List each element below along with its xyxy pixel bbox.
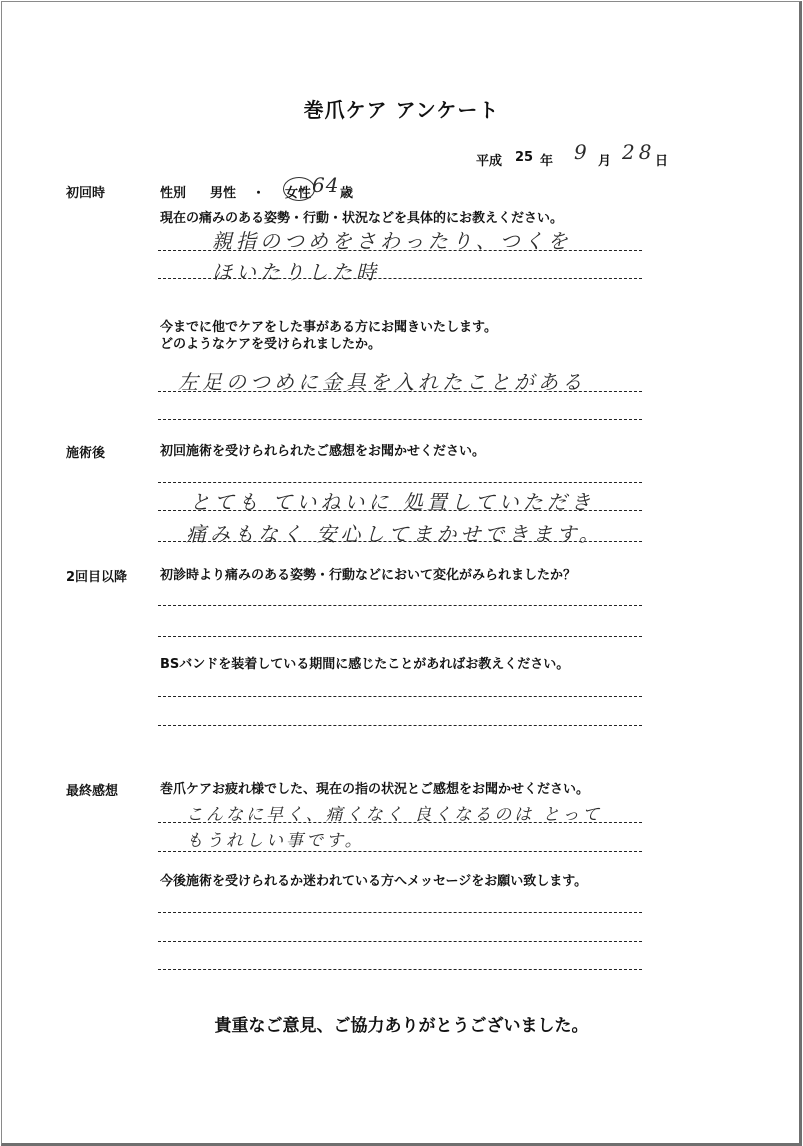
answer-line: [158, 419, 642, 420]
answer-current-pain-line-2: ほいたりした時: [212, 260, 380, 284]
gender-male: 男性: [210, 186, 237, 201]
gender-separator: ・: [252, 186, 266, 201]
section-label-initial: 初回時: [66, 186, 106, 201]
answer-final-line-2: もうれしい事です。: [186, 831, 365, 851]
answer-line: [158, 696, 642, 697]
gender-female: 女性: [285, 186, 312, 201]
closing-message: 貴重なご意見、ご協力ありがとうございました。: [214, 1016, 589, 1036]
date-year-unit: 年: [540, 154, 554, 169]
answer-line: [158, 391, 642, 392]
survey-title: 巻爪ケア アンケート: [303, 98, 500, 122]
age-value: 64: [312, 173, 340, 197]
answer-after-line-2: 痛みもなく 安心してまかせできます。: [186, 522, 603, 546]
answer-line: [158, 912, 642, 913]
answer-after-line-1: とても ていねいに 処置していただき: [190, 490, 595, 514]
answer-line: [158, 941, 642, 942]
answer-line: [158, 822, 642, 823]
answer-line: [158, 250, 642, 251]
date-month-unit: 月: [598, 154, 612, 169]
gender-label: 性別: [160, 186, 187, 201]
answer-line: [158, 510, 642, 511]
answer-line: [158, 541, 642, 542]
answer-previous-care: 左足のつめに金具を入れたことがある: [178, 370, 586, 394]
age-unit: 歳: [340, 186, 354, 201]
answer-line: [158, 605, 642, 606]
answer-current-pain-line-1: 親指のつめをさわったり、つくを: [212, 229, 572, 253]
date-month: 9: [574, 140, 591, 164]
answer-line: [158, 636, 642, 637]
question-current-pain: 現在の痛みのある姿勢・行動・状況などを具体的にお教えください。: [160, 211, 564, 226]
question-previous-care-line-2: どのようなケアを受けられましたか。: [160, 337, 382, 352]
answer-final-line-1: こんなに早く、痛くなく 良くなるのは とって: [186, 805, 603, 825]
answer-line: [158, 969, 642, 970]
gender-selection-circle: [283, 177, 315, 201]
section-label-after: 施術後: [66, 446, 106, 461]
question-previous-care-line-1: 今までに他でケアをした事がある方にお聞きいたします。: [160, 320, 497, 335]
section-label-second: 2回目以降: [66, 570, 128, 585]
date-era: 平成: [476, 154, 503, 169]
question-after-treatment: 初回施術を受けられられたご感想をお聞かせください。: [160, 444, 486, 459]
answer-line: [158, 278, 642, 279]
section-label-final: 最終感想: [66, 784, 119, 799]
answer-line: [158, 482, 642, 483]
question-bs-band: BSバンドを装着している期間に感じたことがあればお教えください。: [160, 657, 570, 672]
question-final-status: 巻爪ケアお疲れ様でした、現在の指の状況とご感想をお聞かせください。: [160, 782, 590, 797]
date-year: 25: [515, 150, 534, 165]
question-message: 今後施術を受けられるか迷われている方へメッセージをお願い致します。: [160, 874, 588, 889]
question-change: 初診時より痛みのある姿勢・行動などにおいて変化がみられましたか？: [160, 568, 577, 583]
date-day-unit: 日: [655, 154, 669, 169]
answer-line: [158, 851, 642, 852]
answer-line: [158, 725, 642, 726]
date-day: 28: [622, 140, 656, 164]
